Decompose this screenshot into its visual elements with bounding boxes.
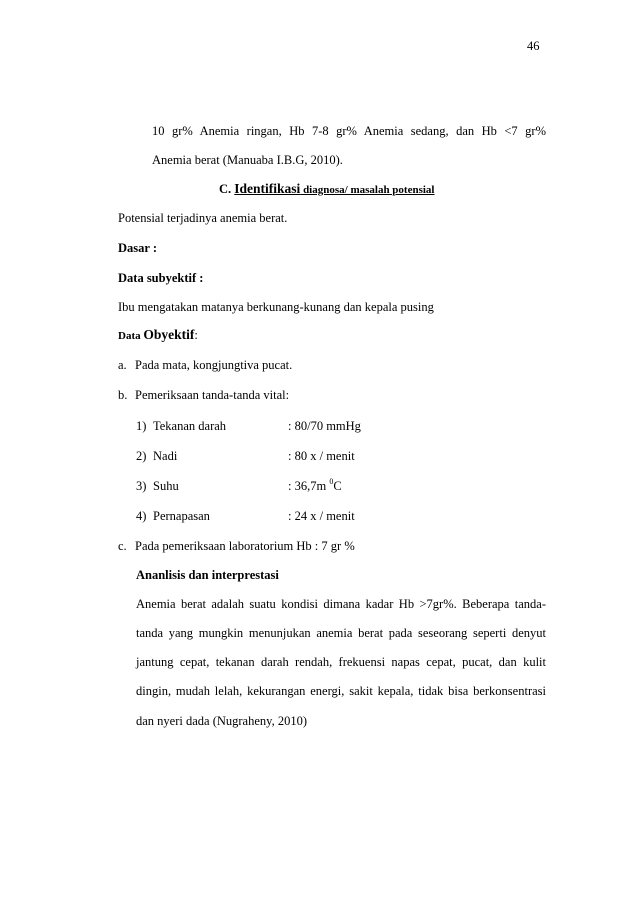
vital-label: Nadi <box>153 449 178 463</box>
dasar-label: Dasar : <box>118 241 158 255</box>
vital-value: : 80/70 mmHg <box>288 419 361 433</box>
analysis-line-2: tanda yang mungkin menunjukan anemia berat pada seseorang seperti denyut <box>136 626 546 640</box>
item-c-text: Pada pemeriksaan laboratorium Hb : 7 gr % <box>135 539 355 553</box>
vital-value-temperature <box>288 478 342 494</box>
page-number: 46 <box>527 39 540 53</box>
item-b-text: Pemeriksaan tanda-tanda vital: <box>135 388 290 402</box>
intro-line-2: Anemia berat (Manuaba I.B.G, 2010). <box>152 153 343 167</box>
analysis-line-5: dan nyeri dada (Nugraheny, 2010) <box>136 714 308 728</box>
heading-main: Identifikasi <box>234 181 301 196</box>
item-a-text: Pada mata, kongjungtiva pucat. <box>135 358 293 372</box>
heading-rest: diagnosa/ masalah potensial <box>300 184 435 196</box>
heading-prefix: C. <box>219 182 235 196</box>
vital-num: 2) <box>136 449 147 463</box>
vital-num: 3) <box>136 479 147 493</box>
item-a-marker: a. <box>118 358 127 372</box>
analysis-line-1: Anemia berat adalah suatu kondisi dimana kadar Hb >7gr%. Beberapa tanda- <box>136 597 546 611</box>
analysis-heading: Ananlisis dan interprestasi <box>136 568 279 582</box>
intro-line-1: 10 gr% Anemia ringan, Hb 7-8 gr% Anemia sedang, dan Hb <7 gr% <box>152 124 546 138</box>
obyektif-word: Obyektif <box>143 327 195 342</box>
section-heading <box>219 181 434 198</box>
subyektif-text: Ibu mengatakan matanya berkunang-kunang dan kepala pusing <box>118 300 434 314</box>
item-c-marker: c. <box>118 539 127 553</box>
vital-value: : 80 x / menit <box>288 449 355 463</box>
obyektif-label <box>118 327 198 344</box>
item-b-marker: b. <box>118 388 128 402</box>
temperature-unit: C <box>333 479 342 493</box>
potensial-text: Potensial terjadinya anemia berat. <box>118 211 288 225</box>
temperature-value: : 36,7m <box>288 479 330 493</box>
vital-num: 1) <box>136 419 147 433</box>
vital-label: Tekanan darah <box>153 419 227 433</box>
obyektif-data: Data <box>118 330 144 342</box>
degree-superscript: 0 <box>329 477 334 486</box>
vital-label: Pernapasan <box>153 509 210 523</box>
subyektif-label: Data subyektif : <box>118 271 204 285</box>
vital-num: 4) <box>136 509 147 523</box>
vital-value: : 24 x / menit <box>288 509 355 523</box>
obyektif-colon: : <box>194 328 198 342</box>
analysis-line-3: jantung cepat, tekanan darah rendah, frekuensi napas cepat, pucat, dan kulit <box>136 655 546 669</box>
analysis-line-4: dingin, mudah lelah, kekurangan energi, sakit kepala, tidak bisa berkonsentrasi <box>136 684 546 698</box>
vital-label: Suhu <box>153 479 179 493</box>
